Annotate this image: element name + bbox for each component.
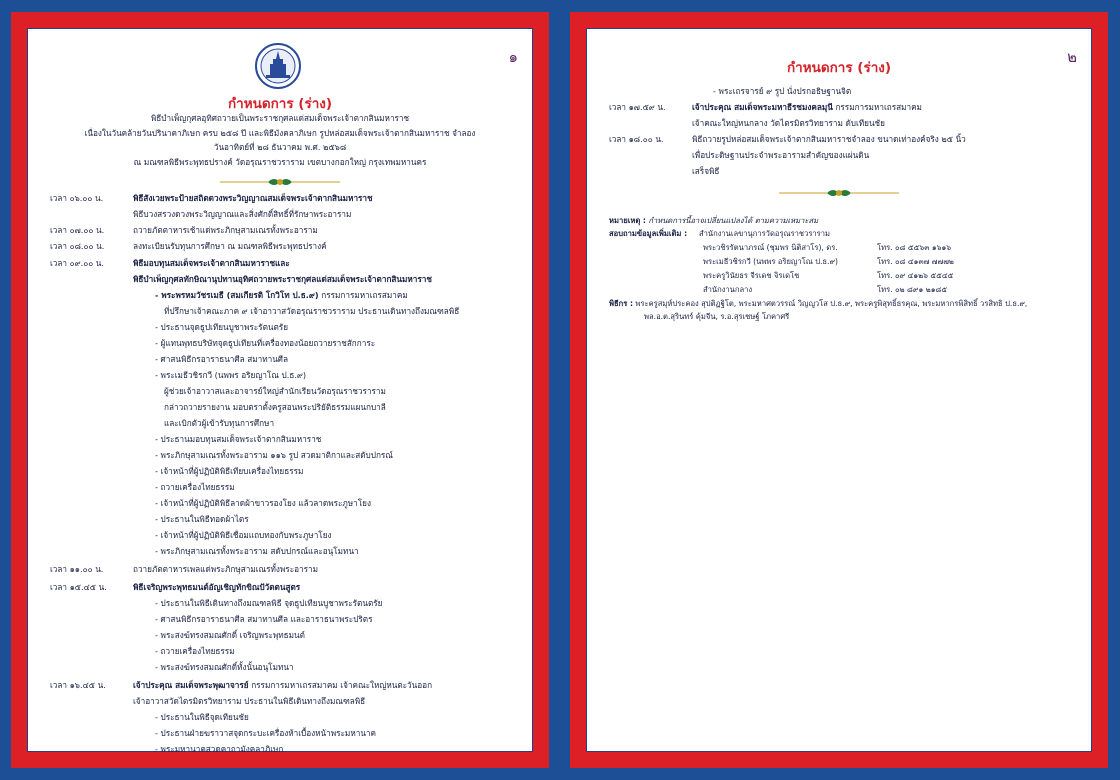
schedule-subitem: - ถวายเครื่องไทยธรรม bbox=[155, 482, 235, 492]
schedule-item: พิธีเจริญพระพุทธมนต์อัญเชิญทักขิณปัวัตตนสูตร bbox=[133, 582, 301, 592]
page-title: กำหนดการ (ร่าง) bbox=[227, 96, 333, 112]
divider-ornament bbox=[28, 175, 532, 189]
schedule-subitem: - พระมหานาคสวดคาถามังคลาภิเษก bbox=[155, 744, 284, 754]
mc-line: พล.อ.ต.สุรินทร์ คุ้มจีน, ร.อ.สุรเชษฐ์ โภคาศรี bbox=[644, 312, 790, 321]
schedule-time: เวลา ๑๑.๐๐ น. bbox=[50, 564, 104, 574]
schedule-time: เวลา ๐๘.๐๐ น. bbox=[50, 241, 105, 251]
mc-line: พิธีกร : พระครูสมุห์ประคอง สุปติฏฐิโต, พระมหาศตวรรณ์ วิญญูวโส ป.ธ.๙, พระครูพิสุทธิ์ธรคุณ, พระมหากรพิสิทธิ์ วรสิทธิ ป.ธ.๙, bbox=[609, 299, 1028, 308]
schedule-time: เวลา ๐๙.๐๐ น. bbox=[50, 258, 105, 268]
schedule-item: พิธีบวงสรวงดวงพระวิญญาณและสิ่งศักดิ์สิทธิ์ที่รักษาพระอาราม bbox=[133, 209, 352, 219]
schedule-item: ถวายภัตตาหารเช้าแด่พระภิกษุสามเณรทั้งพระอาราม bbox=[133, 225, 318, 235]
schedule-subitem: - ประธานฝ่ายฆราวาสจุดกระบะเครื่องห้าเบื้องหน้าพระมหานาค bbox=[155, 728, 376, 738]
schedule-time: เวลา ๑๗.๕๙ น. bbox=[609, 102, 666, 112]
contact-phone: โทร. ๐๙ ๔๑๒๖ ๕๕๔๕ bbox=[877, 271, 954, 280]
schedule-item: พิธีสังเวยพระป้ายสถิตดวงพระวิญญาณสมเด็จพระเจ้าตากสินมหาราช bbox=[133, 193, 373, 203]
schedule-time: เวลา ๑๕.๔๕ น. bbox=[50, 582, 107, 592]
page-title: กำหนดการ (ร่าง) bbox=[786, 60, 892, 76]
schedule-subitem: - เจ้าหน้าที่ผู้ปฏิบัติพิธีเชื่อมแถบทองกับพระภูษาโยง bbox=[155, 530, 332, 540]
schedule-item: ลงทะเบียนรับทุนการศึกษา ณ มณฑลพิธีพระพุทธปรางค์ bbox=[133, 241, 327, 251]
schedule-subitem: - พระสงฆ์ทรงสมณศักดิ์ทั้งนั้นอนุโมทนา bbox=[155, 662, 294, 672]
intro-line: พิธีบำเพ็ญกุศลอุทิศถวายเป็นพระราชกุศลแด่สมเด็จพระเจ้าตากสินมหาราช bbox=[150, 113, 410, 123]
page-number: ๑ bbox=[508, 48, 518, 66]
intro-line: ณ มณฑลพิธีพระพุทธปรางค์ วัดอรุณราชวราราม เขตบางกอกใหญ่ กรุงเทพมหานคร bbox=[133, 156, 427, 167]
schedule-time: เวลา ๑๘.๐๐ น. bbox=[609, 134, 664, 144]
intro-block bbox=[28, 111, 532, 169]
schedule-subitem: และเบิกตัวผู้เข้ารับทุนการศึกษา bbox=[164, 418, 275, 428]
schedule-subitem: - พระเถรจารย์ ๙ รูป นั่งปรกอธิษฐานจิต bbox=[713, 86, 852, 96]
page-left bbox=[11, 12, 549, 768]
contact-name: สำนักงานกลาง bbox=[703, 285, 753, 294]
contact-phone: โทร. ๐๘ ๕๕๖๓ ๑๖๑๖ bbox=[877, 243, 952, 252]
schedule-subitem: ที่ปรึกษาเจ้าคณะภาค ๙ เจ้าอาวาสวัดอรุณราชวราราม ประธานเดินทางถึงมณฑลพิธี bbox=[164, 306, 460, 316]
schedule-time: เวลา ๐๖.๐๐ น. bbox=[50, 193, 104, 203]
page-left-content bbox=[27, 28, 533, 752]
schedule-time: เวลา ๑๖.๔๕ น. bbox=[50, 680, 106, 690]
schedule-subitem: - ประธานจุดธูปเทียนบูชาพระรัตนตรัย bbox=[155, 322, 289, 332]
schedule-item: เจ้าอาวาสวัดไตรมิตรวิทยาราม ประธานในพิธีเดินทางถึงมณฑลพิธี bbox=[133, 696, 366, 706]
schedule-item: พิธีมอบทุนสมเด็จพระเจ้าตากสินมหาราชและ bbox=[133, 258, 290, 268]
schedule-item: เพื่อประดิษฐานประจำพระอารามสำคัญของแผ่นดิน bbox=[692, 150, 870, 160]
schedule-item: เสร็จพิธี bbox=[692, 166, 720, 176]
contact-office: สำนักงานเลขานุการวัดอรุณราชวราราม bbox=[699, 229, 831, 238]
schedule-item: เจ้าประคุณ สมเด็จพระพุฒาจารย์ กรรมการมหาเถรสมาคม เจ้าคณะใหญ่หนตะวันออก bbox=[133, 680, 433, 690]
schedule-item: เจ้าประคุณ สมเด็จพระมหาธีรชมงคลมุนี กรรมการมหาเถรสมาคม bbox=[692, 102, 922, 112]
intro-line: วันอาทิตย์ที่ ๒๘ ธันวาคม พ.ศ. ๒๕๖๘ bbox=[213, 142, 347, 152]
schedule-subitem: กล่าวถวายรายงาน มอบตราตั้งครูสอนพระปริยัติธรรมแผนกบาลี bbox=[164, 402, 386, 412]
note: หมายเหตุ : กำหนดการนี้อาจเปลี่ยนแปลงได้ ตามความเหมาะสม bbox=[609, 216, 819, 225]
contact-name: พระวชิรรัตนาภรณ์ (ชุมพร นิติสาโร), ดร. bbox=[703, 243, 838, 252]
contact-name: พระครูวินัยธร จีรเดช จิรเดโช bbox=[703, 271, 800, 280]
schedule-subitem: - เจ้าหน้าที่ผู้ปฏิบัติพิธีเทียบเครื่องไทยธรรม bbox=[155, 466, 304, 476]
schedule-subitem: - พระเมธีวชิรกวี (นพพร อริยญาโณ ป.ธ.๙) bbox=[155, 370, 307, 380]
schedule-subitem: - ประธานในพิธีจุดเทียนชัย bbox=[155, 712, 249, 722]
contact-label: สอบถามข้อมูลเพิ่มเติม : bbox=[609, 229, 688, 238]
schedule-subitem: - ประธานในพิธีทอดผ้าไตร bbox=[155, 514, 249, 524]
page-number: ๒ bbox=[1067, 48, 1077, 66]
schedule-item: พิธีบำเพ็ญกุศลทักษิณานุปทานอุทิศถวายพระราชกุศลแด่สมเด็จพระเจ้าตากสินมหาราช bbox=[133, 274, 432, 284]
schedule-subitem: - พระภิกษุสามเณรทั้งพระอาราม สดับปกรณ์และอนุโมทนา bbox=[155, 546, 359, 556]
page-right bbox=[570, 12, 1108, 768]
schedule-item: พิธีถวายรูปหล่อสมเด็จพระเจ้าตากสินมหาราชจำลอง ขนาดเท่าองค์จริง ๒๕ นิ้ว bbox=[692, 134, 966, 144]
schedule-subitem: - พระพรหมวัชรเมธี (สมเกียรติ โกวิโท ป.ธ.๙) กรรมการมหาเถรสมาคม bbox=[155, 290, 408, 300]
schedule-subitem: - ศาสนพิธีกรอาราธนาศีล สมาทานศีล และอาราธนาพระปริตร bbox=[155, 614, 373, 624]
schedule-subitem: ผู้ช่วยเจ้าอาวาสและอาจารย์ใหญ่สำนักเรียนวัดอรุณราชวราราม bbox=[164, 386, 386, 396]
contact-phone: โทร. ๐๘ ๔๑๓๗ ๗๗๗๒ bbox=[877, 257, 954, 266]
schedule-subitem: - ถวายเครื่องไทยธรรม bbox=[155, 646, 235, 656]
schedule-subitem: - พระสงฆ์ทรงสมณศักดิ์ เจริญพระพุทธมนต์ bbox=[155, 630, 305, 640]
schedule-subitem: - ประธานในพิธีเดินทางถึงมณฑลพิธี จุดธูปเทียนบูชาพระรัตนตรัย bbox=[155, 598, 383, 608]
schedule-subitem: - ประธานมอบทุนสมเด็จพระเจ้าตากสินมหาราช bbox=[155, 434, 322, 444]
schedule-item: เจ้าคณะใหญ่หนกลาง วัดไตรมิตรวิทยาราม ดับเทียนชัย bbox=[692, 118, 885, 128]
schedule-subitem: - ผู้แทนพุทธบริษัทจุดธูปเทียนที่เครื่องทองน้อยถวายราชสักการะ bbox=[155, 338, 376, 348]
contact-phone: โทร. ๐๒ ๘๙๑ ๒๑๘๕ bbox=[877, 285, 948, 294]
temple-seal-logo bbox=[254, 42, 302, 90]
schedule-subitem: - ศาสนพิธีกรอาราธนาศีล สมาทานศีล bbox=[155, 354, 289, 364]
divider-ornament bbox=[587, 186, 1091, 200]
schedule-item: ถวายภัตตาหารเพลแด่พระภิกษุสามเณรทั้งพระอาราม bbox=[133, 564, 318, 574]
intro-line: เนื่องในวันคล้ายวันปรินาคาภิเษก ครบ ๒๕๘ ปี และพิธีมังคลาภิเษก รูปหล่อสมเด็จพระเจ้าตากสินมหาราช จำลอง bbox=[84, 127, 476, 138]
schedule-subitem: - พระภิกษุสามเณรทั้งพระอาราม ๑๑๖ รูป สวดมาติกาและสดับปกรณ์ bbox=[155, 450, 393, 460]
contact-name: พระเมธีวชิรกวี (นพพร อริยญาโณ ป.ธ.๙) bbox=[703, 257, 838, 266]
page-right-content bbox=[586, 28, 1092, 752]
schedule-time: เวลา ๐๗.๐๐ น. bbox=[50, 225, 105, 235]
schedule-subitem: - เจ้าหน้าที่ผู้ปฏิบัติพิธีลาดผ้าขาวรองโยง แล้วลาดพระภูษาโยง bbox=[155, 498, 371, 508]
